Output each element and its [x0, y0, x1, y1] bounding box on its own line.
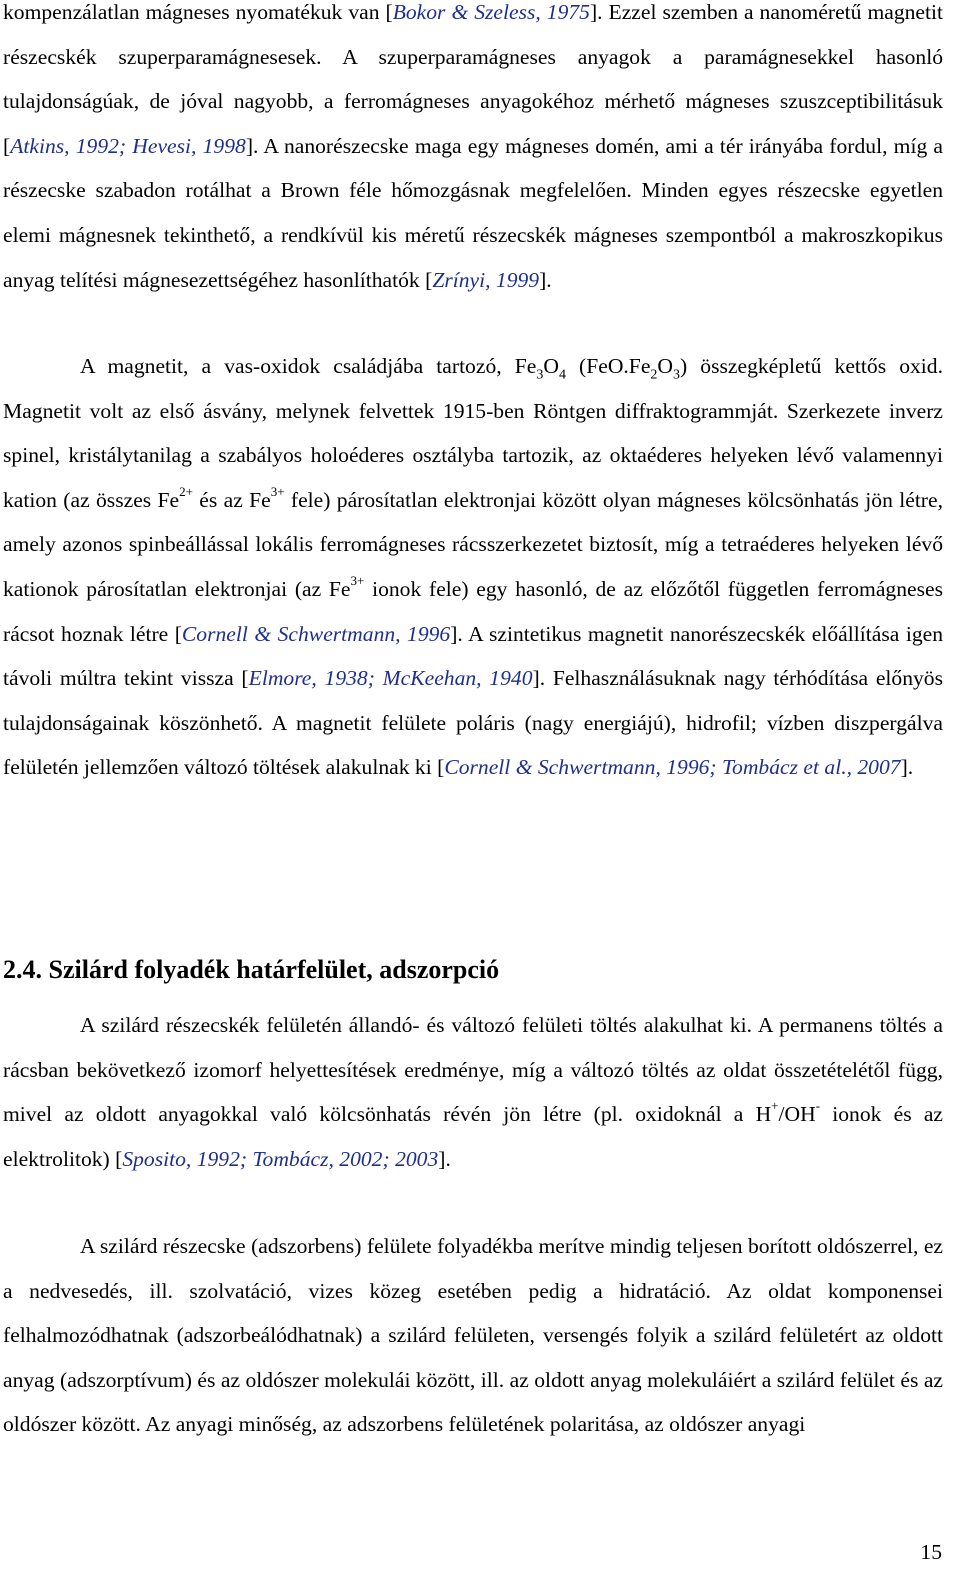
citation: Cornell & Schwertmann, 1996; Tombácz et al., 2007 [444, 755, 901, 780]
superscript: 3+ [350, 572, 365, 588]
text-run: ]. A szintetikus magnetit nanorészecskék előállítása igen távoli múltra tekint vissza [ [3, 621, 943, 691]
text-run: ]. [438, 1146, 451, 1171]
citation: Bokor & Szeless, 1975 [392, 0, 590, 24]
citation: Elmore, 1938; McKeehan, 1940 [248, 666, 533, 691]
text-run: ]. [539, 267, 552, 292]
superscript: - [815, 1098, 821, 1113]
text-run: ionok fele) egy hasonló, de az előzőtől független ferromágneses rácsot hoznak létre [ [3, 576, 943, 646]
citation: Zrínyi, 1999 [432, 267, 540, 292]
text-run: ionok és az elektrolitok) [ [3, 1102, 943, 1171]
superscript: 2+ [179, 483, 193, 499]
text-run: A szilárd részecske (adszorbens) felülete folyadékba merítve mindig teljesen borított oldószerrel, ez a nedvesedés, ill. szolvatáció, vizes közeg esetében pedig a hidratáció. Az oldat komponensei felhalmozódhatnak (adszorbeálódhatnak) a szilárd felületen, versengés folyik a szilárd felületért az oldott anyag (adszorptívum) és az oldószer molekulái között, ill. az oldott anyag molekuláiért a szilárd felület és az oldószer között. Az anyagi minőség, az adszorbens felületének polaritása, az oldószer anyagi [3, 1234, 943, 1437]
text-run: ) összegképletű kettős oxid. Magnetit volt az első ásvány, melynek felvettek 1915-ben Röntgen diffraktogrammját. Szerkezete inverz spinel, kristálytanilag a szabályos holoéderes osztályba tartozik, az oktaéderes helyeken lévő valamennyi kation (az összes Fe [3, 354, 943, 512]
text-run: /OH [778, 1102, 816, 1127]
paragraph-superparamagnetism [3, 0, 943, 302]
text-run: A magnetit, a vas-oxidok családjába tartozó, Fe [80, 354, 537, 378]
citation: Atkins, 1992; Hevesi, 1998 [10, 133, 246, 158]
text-run: ]. Felhasználásuknak nagy térhódítása előnyös tulajdonságainak köszönhető. A magnetit felülete poláris (nagy energiájú), hidrofil; vízben diszpergálva felületén jellemzően változó töltések alakulnak ki [ [3, 666, 944, 780]
paragraph-surface-charge [3, 1003, 943, 1181]
text-run: fele) párosítatlan elektronjai között olyan mágneses kölcsönhatás jön létre, amely azonos spinbeállással lokális ferromágneses rácsszerkezetet biztosít, míg a tetraéderes helyeken lévő kationok párosítatlan elektronjai (az Fe [3, 487, 943, 601]
text-run: ]. Ezzel szemben a nanoméretű magnetit részecskék szuperparamágnesesek. A szuperparamágneses anyagok a paramágnesekkel hasonló tulajdonságúak, de jóval nagyobb, a ferromágneses anyagokéhoz mérhető mágneses szuszceptibilitásuk [ [3, 0, 944, 158]
subscript: 4 [558, 367, 566, 383]
subscript: 2 [650, 367, 658, 383]
text-run: A szilárd részecskék felületén állandó- és változó felületi töltés alakulhat ki. A permanens töltés a rácsban bekövetkező izomorf helyettesítések eredménye, míg a változó töltés az oldat összetételétől függ, mivel az oldott anyagokkal való kölcsönhatás révén jön létre (pl. oxidoknál a H [3, 1013, 943, 1127]
citation: Sposito, 1992; Tombácz, 2002; 2003 [122, 1146, 439, 1171]
subscript: 3 [673, 367, 681, 383]
subscript: 3 [536, 367, 544, 383]
paragraph-adsorption [3, 1224, 943, 1447]
text-run: kompenzálatlan mágneses nyomatékuk van [ [3, 0, 393, 24]
text-run: és az Fe [192, 487, 271, 512]
section-heading: 2.4. Szilárd folyadék határfelület, adszorpció [3, 955, 500, 984]
text-run: O [543, 354, 559, 378]
text-run: ]. A nanorészecske maga egy mágneses domén, ami a tér irányába fordul, míg a részecske szabadon rotálhat a Brown féle hőmozgásnak megfelelően. Minden egyes részecske egyetlen elemi mágnesnek tekinthető, a rendkívül kis méretű részecskék mágneses szempontból a makroszkopikus anyag telítési mágnesezettségéhez hasonlíthatók [ [3, 133, 943, 292]
page-number: 15 [920, 1540, 942, 1564]
text-run: ]. [900, 755, 914, 780]
paragraph-magnetite [3, 344, 943, 790]
text-run: (FeO.Fe [565, 354, 651, 378]
citation: Cornell & Schwertmann, 1996 [181, 621, 451, 646]
text-run: O [657, 354, 674, 378]
superscript: + [771, 1098, 779, 1113]
superscript: 3+ [270, 483, 285, 499]
